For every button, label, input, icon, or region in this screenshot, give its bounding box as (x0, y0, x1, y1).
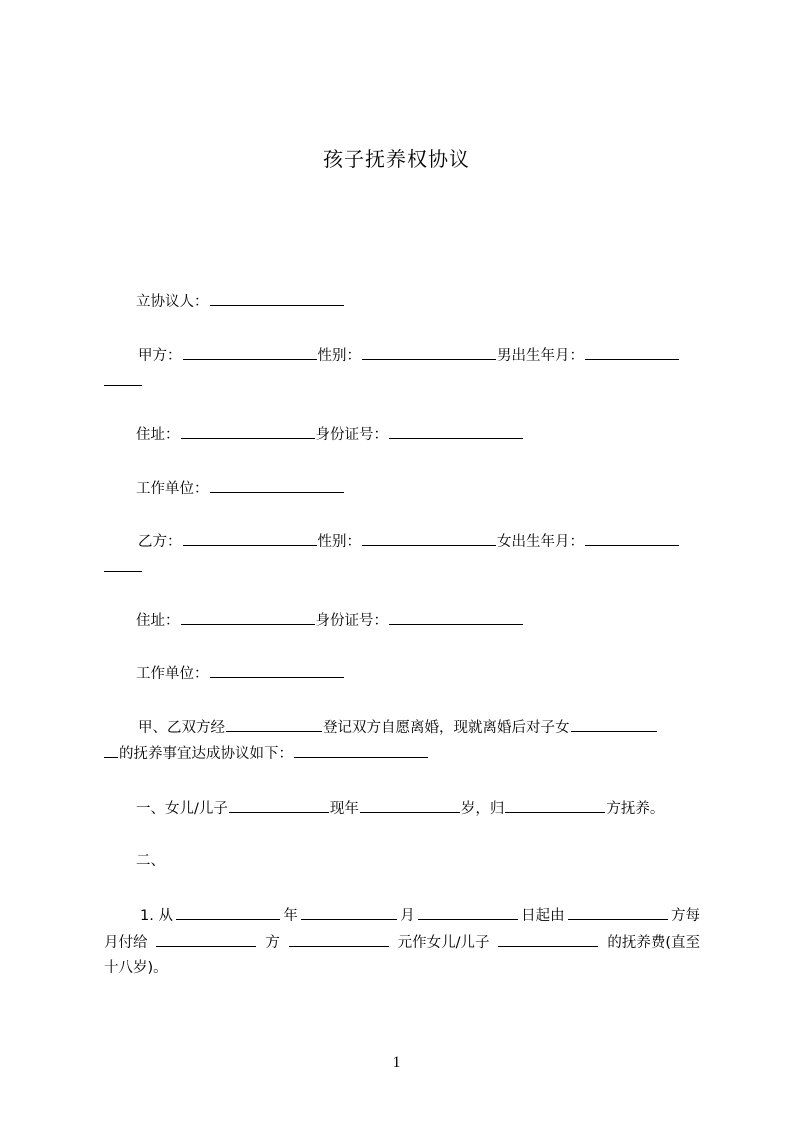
preamble-text-a: 甲、乙双方经 (138, 720, 225, 736)
preamble-line-continued (104, 742, 700, 766)
sub-clause-text-j: 十八岁)。 (104, 960, 168, 976)
clause-one-text-d: 方抚养。 (606, 801, 665, 817)
party-a-gender-blank[interactable] (362, 344, 496, 360)
start-day-blank[interactable] (418, 904, 518, 920)
clause-one-line (104, 797, 732, 821)
sub-clause-text-i: 的抚养费(直至 (607, 935, 700, 951)
party-b-label: 乙方： (138, 534, 182, 550)
document-title: 孩子抚养权协议 (323, 147, 470, 171)
sub-clause-text-h: 元作女儿/儿子 (397, 935, 490, 951)
party-b-gender-blank[interactable] (362, 530, 496, 546)
party-a-work-blank[interactable] (210, 477, 344, 493)
child-age-blank[interactable] (360, 797, 460, 813)
clause-two-text: 二、 (136, 853, 165, 869)
party-b-gender-label: 性别： (317, 534, 361, 550)
sub-clause-text-a: 1. 从 (140, 908, 173, 924)
party-b-id-label: 身份证号： (315, 613, 388, 629)
party-a-work-line (104, 477, 732, 501)
sub-clause-text-g: 方 (265, 935, 280, 951)
party-a-address-label: 住址： (136, 427, 180, 443)
party-a-birth-blank[interactable] (585, 344, 679, 360)
clause-one-text-c: 岁，归 (460, 801, 505, 817)
party-b-name-blank[interactable] (183, 530, 317, 546)
sub-clause-text-e: 方每 (670, 908, 700, 924)
party-b-birth-blank-continued[interactable] (104, 556, 142, 572)
party-b-id-blank[interactable] (389, 609, 523, 625)
party-b-birth-label: 女出生年月： (497, 534, 584, 550)
preamble-text-c: 的抚养事宜达成协议如下： (119, 746, 293, 762)
paying-party-blank[interactable] (568, 904, 668, 920)
party-b-work-label: 工作单位： (136, 666, 209, 682)
agreement-party-line (104, 290, 732, 314)
child-name-blank-2[interactable] (498, 931, 598, 947)
preamble-text-b: 登记双方自愿离婚，现就离婚后对子女 (323, 720, 570, 736)
clause-two-heading (104, 850, 732, 873)
page-number: 1 (392, 1054, 401, 1071)
custodial-party-blank[interactable] (505, 797, 605, 813)
party-a-id-blank[interactable] (389, 423, 523, 439)
preamble-tail-blank[interactable] (294, 742, 428, 758)
children-blank-continued[interactable] (104, 742, 118, 758)
start-year-blank[interactable] (176, 904, 280, 920)
party-a-line (104, 344, 734, 368)
clause-one-text-b: 现年 (329, 801, 359, 817)
sub-clause-one-line-2 (104, 931, 700, 955)
children-blank[interactable] (571, 716, 657, 732)
party-a-label: 甲方： (138, 348, 182, 364)
party-b-address-label: 住址： (136, 613, 180, 629)
party-a-address-blank[interactable] (181, 423, 315, 439)
party-a-work-label: 工作单位： (136, 481, 209, 497)
party-a-birth-label: 男出生年月： (497, 348, 584, 364)
party-b-line (104, 530, 734, 554)
party-a-name-blank[interactable] (183, 344, 317, 360)
party-b-line-continued (104, 556, 700, 580)
sub-clause-text-f: 月付给 (104, 935, 148, 951)
sub-clause-text-b: 年 (283, 908, 298, 924)
party-b-address-blank[interactable] (181, 609, 315, 625)
sub-clause-text-d: 日起由 (521, 908, 565, 924)
party-a-id-label: 身份证号： (315, 427, 388, 443)
amount-blank[interactable] (289, 931, 389, 947)
party-a-address-line (104, 423, 732, 447)
party-a-gender-label: 性别： (317, 348, 361, 364)
start-month-blank[interactable] (301, 904, 397, 920)
registration-office-blank[interactable] (226, 716, 322, 732)
preamble-line (104, 716, 734, 740)
party-b-address-line (104, 609, 732, 633)
sub-clause-one-line (104, 904, 700, 928)
party-b-work-line (104, 662, 732, 686)
party-a-line-continued (104, 370, 700, 394)
party-b-birth-blank[interactable] (585, 530, 679, 546)
receiving-party-blank[interactable] (156, 931, 256, 947)
party-a-birth-blank-continued[interactable] (104, 370, 142, 386)
child-name-blank[interactable] (229, 797, 329, 813)
clause-one-text-a: 一、女儿/儿子 (136, 801, 228, 817)
party-blank[interactable] (210, 290, 344, 306)
party-label: 立协议人： (136, 294, 209, 310)
sub-clause-one-line-3 (104, 957, 700, 980)
party-b-work-blank[interactable] (210, 662, 344, 678)
sub-clause-text-c: 月 (400, 908, 415, 924)
